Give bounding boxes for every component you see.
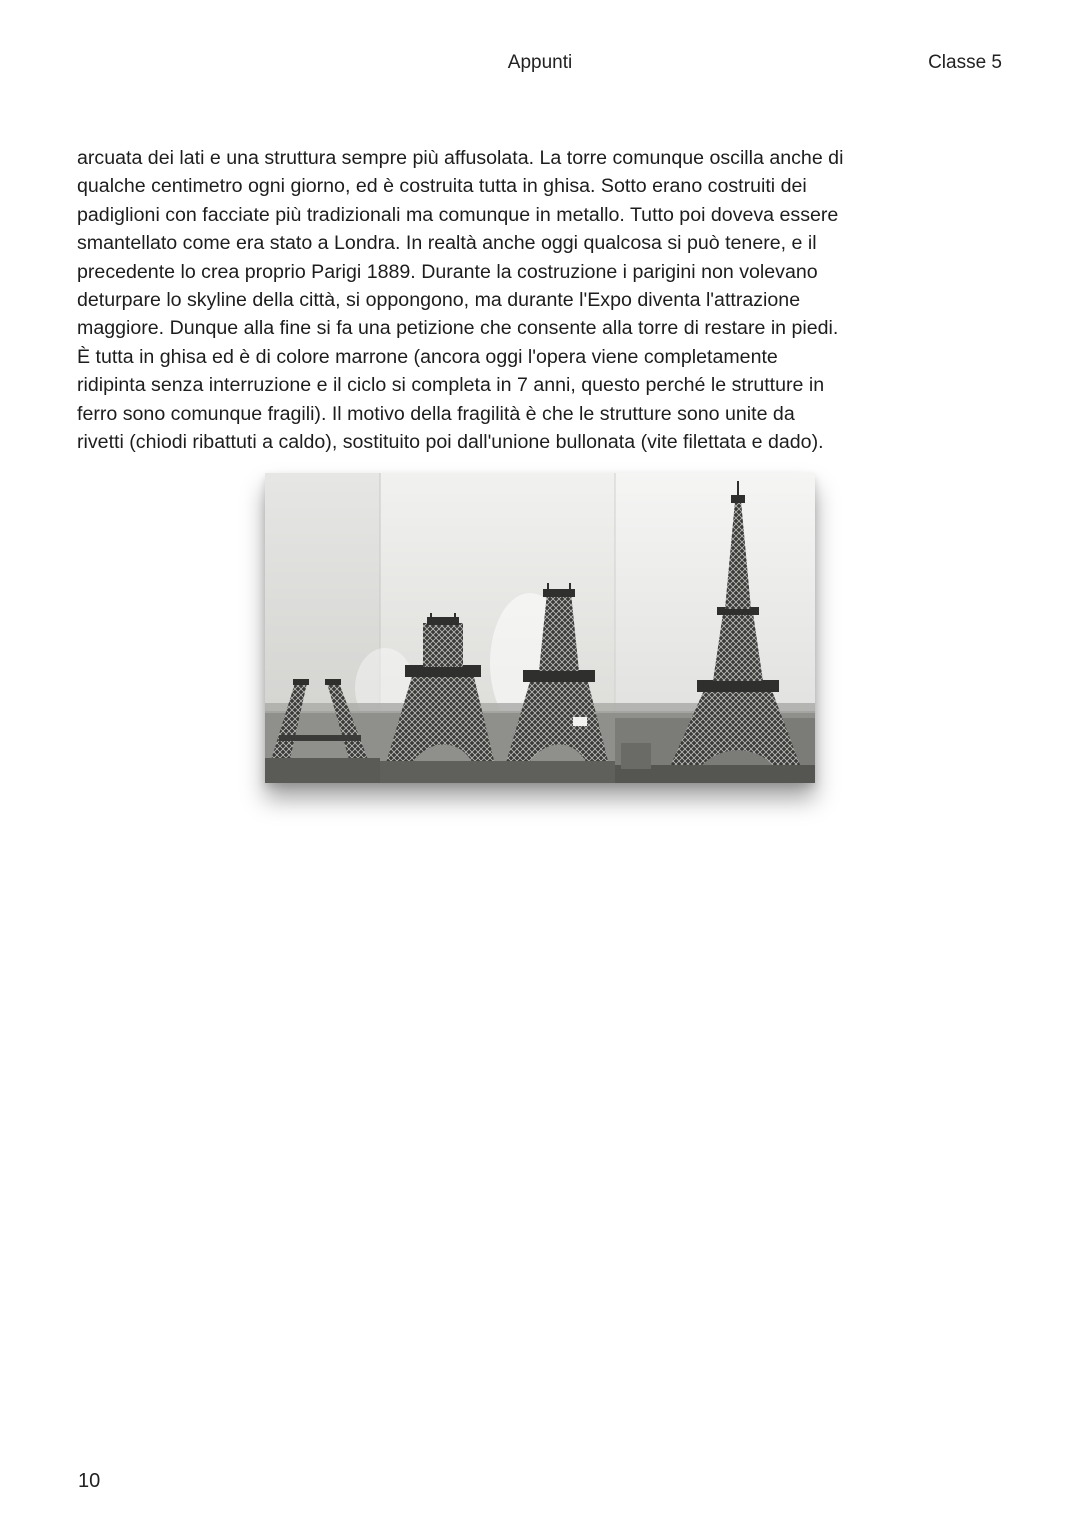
page-header-title: Appunti xyxy=(507,52,573,73)
eiffel-tower-construction-photo xyxy=(265,473,815,783)
page-header-class: Classe 5 xyxy=(928,52,1002,73)
body-paragraph: arcuata dei lati e una struttura sempre più affusolata. La torre comunque oscilla anche di qualche centimetro ogni giorno, ed è costruita tutta in ghisa. Sotto erano costruiti dei padiglioni con facciate più tradizionali ma comunque in metallo. Tutto poi doveva essere smantellato come era stato a Londra. In realtà anche oggi qualcosa si può tenere, e il precedente lo crea proprio Parigi 1889. Durante la costruzione i parigini non volevano deturpare lo skyline della città, si oppongono, ma durante l'Expo diventa l'attrazione maggiore. Dunque alla fine si fa una petizione che consente alla torre di restare in piedi. È tutta in ghisa ed è di colore marrone (ancora oggi l'opera viene completamente ridipinta senza interruzione e il ciclo si completa in 7 anni, questo perché le strutture in ferro sono comunque fragili). Il motivo della fragilità è che le strutture sono unite da rivetti (chiodi ribattuti a caldo), sostituito poi dall'unione bullonata (vite filettata e dado). xyxy=(77,147,844,454)
page-number: 10 xyxy=(78,1470,101,1492)
